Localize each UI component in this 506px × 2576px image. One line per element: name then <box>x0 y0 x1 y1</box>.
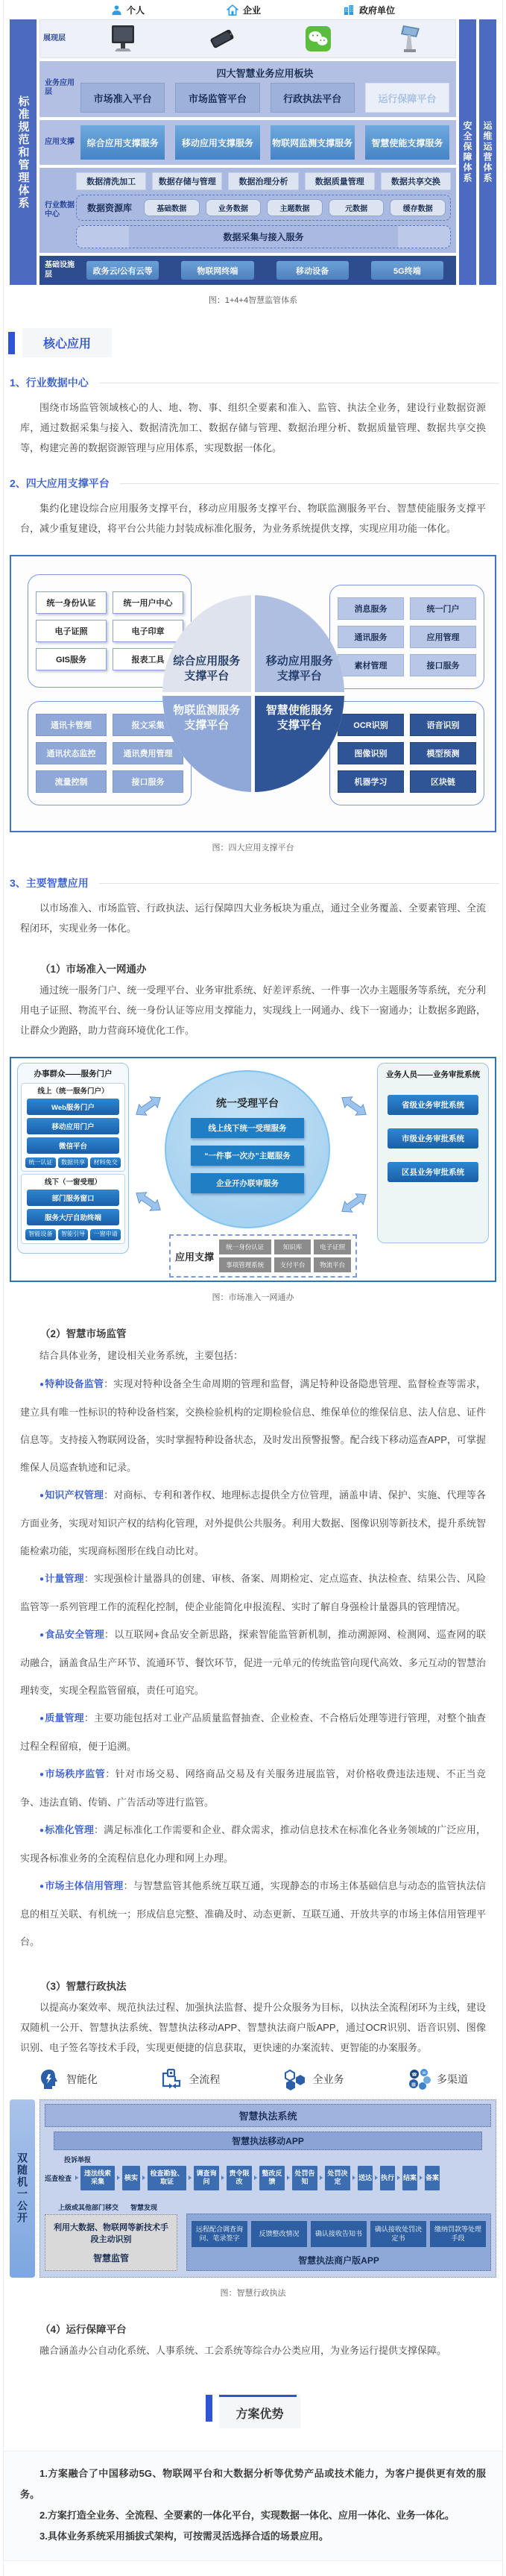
device-icons <box>75 20 455 57</box>
section-1-heading-row <box>10 375 499 390</box>
service-item: 统一身份认证 <box>36 591 107 614</box>
heading-rule <box>99 883 499 884</box>
wechat-icon <box>305 25 332 52</box>
bullet-dot: ● <box>39 1826 45 1835</box>
app-support-label: 应用支撑 <box>175 1251 215 1263</box>
infra-gov-cloud: 政务云/公有云等 <box>86 261 159 280</box>
double-arrow-icon <box>130 1185 167 1219</box>
sub4-heading: （4）运行保障平台 <box>40 2323 127 2335</box>
bullet-term: 食品安全管理 <box>45 1629 104 1640</box>
feature-label: 全业务 <box>312 2073 344 2085</box>
web-portal: Web服务门户 <box>27 1099 119 1115</box>
provincial-approval: 省级业务审批系统 <box>388 1095 478 1115</box>
user-enterprise-label: 企业 <box>242 5 261 16</box>
chip-basic-data: 基础数据 <box>144 199 200 216</box>
support-unified-auth: 统一身份认证 <box>219 1240 271 1254</box>
service-item: 语音识别 <box>410 714 476 736</box>
flow-step: 备案 <box>425 2166 440 2190</box>
offline-portal-section <box>21 1174 125 1243</box>
app-support-dashed-box <box>169 1234 357 1278</box>
infra-mobile-device: 移动设备 <box>276 261 349 280</box>
quadrant-mobile: 移动应用服务支撑平台 <box>255 595 344 692</box>
enforcement-figure <box>10 2099 496 2278</box>
feature-full-process <box>160 2068 220 2090</box>
service-item: 报表工具 <box>113 648 183 670</box>
svg-text:☎: ☎ <box>411 2073 417 2078</box>
approval-systems-title: 业务人员——业务审批系统 <box>386 1070 480 1079</box>
data-sharing: 数据共享交换 <box>381 172 451 190</box>
merchant-receive-decision: 确认接收处罚决定书 <box>370 2221 426 2246</box>
city-approval: 市级业务审批系统 <box>388 1128 478 1149</box>
merchant-app-block <box>186 2214 491 2270</box>
sub3-body: 以提高办案效率、规范执法过程、加强执法监督、提升公众服务为目标，以执法全流程闭环为主线，建设双随机一公开、智慧执法系统、智慧执法移动APP、智慧执法商户版APP，通过OCR识别、语音识别、图像识别、电子签名等技术手段，实现更便捷的信息获取，更快速的办案流转、更智能的办案服务。 <box>20 2002 486 2053</box>
offline-capabilities <box>25 1229 121 1240</box>
user-government <box>343 4 395 16</box>
data-governance: 数据治理分析 <box>228 172 298 190</box>
service-item: 消息服务 <box>338 597 404 620</box>
flow-arrow-icon <box>254 2176 257 2180</box>
chip-meta-data: 元数据 <box>329 199 385 216</box>
bullet-term: 市场主体信用管理 <box>45 1880 124 1891</box>
service-item: 统一用户中心 <box>113 591 183 614</box>
quadrant-iot: 物联监测服务支撑平台 <box>162 696 252 793</box>
bullet-market-order <box>20 1760 486 1816</box>
chip-unified-auth: 统一认证 <box>25 1157 56 1168</box>
enforcement-bottom <box>45 2202 491 2271</box>
flow-arrow-icon <box>352 2176 355 2180</box>
standards-sidebar: 标准规范和管理体系 <box>10 19 37 285</box>
header-accent-line <box>219 2395 297 2397</box>
person-icon <box>111 4 122 16</box>
section-3-heading: 3、主要智慧应用 <box>10 877 89 889</box>
smart-regulation-box <box>45 2214 177 2271</box>
infrastructure-items <box>76 261 454 280</box>
platform-law-enforcement: 行政执法平台 <box>271 83 355 113</box>
operations-sidebar: 运维运营体系 <box>479 19 496 285</box>
service-item: GIS服务 <box>36 648 107 670</box>
bullet-text: ：与智慧监管其他系统互联互通，实现静态的市场主体基础信息与动态的监管执法信息的相互关联、有机统一；形成信息完整、准确及时、动态更新、互联互通、开放共享的市场主体信用管理平台。 <box>20 1880 486 1947</box>
bullet-term: 市场秩序监管 <box>45 1768 106 1779</box>
user-enterprise <box>227 4 261 16</box>
infra-5g-terminal: 5G终端 <box>371 261 443 280</box>
source-inspection: 巡查检查 <box>45 2174 72 2182</box>
flow-arrow-icon <box>397 2176 400 2180</box>
service-item: 素材管理 <box>338 654 404 676</box>
sub1-heading: （1）市场准入一网通办 <box>40 964 147 975</box>
chip-no-materials: 材料免交 <box>90 1157 121 1168</box>
infrastructure-label: 基础设施层 <box>45 261 75 279</box>
advantage-item-3: 3.具体业务系统采用插拔式架构，可按需灵活选择合适的场景应用。 <box>39 2530 329 2542</box>
support-payment: 支付平台 <box>274 1257 311 1272</box>
enforcement-system-title: 智慧执法系统 <box>45 2104 491 2127</box>
bullet-text: ：主要功能包括对工业产品质量监督抽查、企业检查、不合格后处理等进行管理，对整个抽查过程全程留痕，便于追溯。 <box>20 1712 486 1752</box>
feature-multi-channel <box>407 2068 468 2090</box>
merchant-pay-fine: 缴纳罚款等处理手段 <box>430 2221 486 2246</box>
data-center-label: 行业数据中心 <box>45 201 75 219</box>
chip-topic-data: 主题数据 <box>267 199 323 216</box>
district-approval: 区县业务审批系统 <box>388 1162 478 1182</box>
infra-iot-terminal: 物联网终端 <box>181 261 253 280</box>
flow-arrow-icon <box>221 2176 224 2180</box>
merchant-feedback: 反馈整改情况 <box>251 2221 307 2246</box>
feature-label: 智能化 <box>66 2073 98 2085</box>
support-logistics: 物流平台 <box>314 1257 351 1272</box>
bullet-dot: ● <box>39 1575 45 1583</box>
four-platforms-circle <box>162 595 344 792</box>
flow-step: 结案 <box>402 2166 417 2190</box>
svg-text:▦: ▦ <box>411 2082 416 2087</box>
service-item: 通讯卡管理 <box>36 714 107 736</box>
monitor-icon <box>107 24 139 54</box>
online-offline-service: 线上线下统一受理服务 <box>191 1118 304 1138</box>
service-item: 流量控制 <box>36 770 107 793</box>
section-1-body: 围绕市场监管领域核心的人、地、物、事、组织全要素和准入、监管、执法全业务，建设行业数据资源库，通过数据采集与接入、数据清洗加工、数据存储与管理、数据治理分析、数据质量管理、数据共享交换等，构建完善的数据资源管理与应用体系，实现数据一体化。 <box>20 402 486 453</box>
wechat-portal: 微信平台 <box>27 1137 119 1154</box>
quadrant-smart: 智慧使能服务支撑平台 <box>255 696 344 793</box>
user-personal-label: 个人 <box>126 5 145 16</box>
smartphone-icon <box>204 24 240 54</box>
support-services <box>76 125 454 160</box>
citizen-portal-title: 办事群众——服务门户 <box>34 1069 113 1078</box>
support-service-iot: 物联网监测支撑服务 <box>271 125 355 160</box>
smart-regulation-text: 利用大数据、物联网等新技术手段主动识别 <box>54 2222 168 2244</box>
smart-head-icon <box>38 2068 60 2090</box>
source-complaint: 投诉举报 <box>64 2156 92 2164</box>
support-knowledge-base: 知识库 <box>274 1240 311 1254</box>
business-platforms <box>76 83 454 113</box>
section-2-heading-row <box>10 476 499 491</box>
flow-step: 责令限改 <box>227 2166 252 2190</box>
quadrant-integrated: 综合应用服务支撑平台 <box>162 595 252 692</box>
data-collection-service: 数据采集与接入服务 <box>76 225 451 248</box>
bullet-dot: ● <box>39 1771 45 1779</box>
bullet-text: ：实现强检计量器具的创建、审核、备案、周期检定、定点巡查、执法检查、结果公告、风险监管等一系列管理工作的流程化控制，使企业能简化申报流程、实时了解自身强检计量器具的管理情况。 <box>20 1573 486 1612</box>
flow-step: 违法线索采集 <box>80 2166 115 2190</box>
bullet-dot: ● <box>39 1715 45 1723</box>
service-item: 通讯费用管理 <box>113 742 183 764</box>
enforcement-mobile-app: 智慧执法移动APP <box>54 2132 482 2150</box>
four-platforms-figure <box>10 555 496 832</box>
support-service-integrated: 综合应用支撑服务 <box>80 125 165 160</box>
sub1-body: 通过统一服务门户、统一受理平台、业务审批系统、好差评系统、一件事一次办主题服务等系统，充分利用电子证照、物流平台、统一身份认证等应用支撑能力，实现线上一网通办、线下一窗通办；让数据多跑路，让群众少跑路，助力营商环境优化工作。 <box>20 984 486 1036</box>
panel-ai-services <box>329 701 484 805</box>
smart-regulation-label: 智慧监管 <box>92 2252 129 2264</box>
flow-arrow-icon <box>320 2176 323 2180</box>
sub2-heading: （2）智慧市场监管 <box>40 1328 127 1339</box>
service-item: 图像识别 <box>338 742 404 764</box>
chip-business-data: 业务数据 <box>206 199 262 216</box>
architecture-main <box>39 19 456 285</box>
joint-review-service: 企业开办联审服务 <box>191 1173 304 1193</box>
service-item: 接口服务 <box>410 654 476 676</box>
unified-acceptance-circle <box>165 1070 330 1228</box>
online-capabilities <box>25 1157 121 1168</box>
case-sources <box>64 2155 491 2164</box>
figure-caption-market-access: 图：市场准入一网通办 <box>212 1293 294 1302</box>
platform-operation-support: 运行保障平台 <box>365 83 449 113</box>
architecture-diagram <box>10 19 496 285</box>
support-e-license: 电子证照 <box>314 1240 351 1254</box>
source-transfer: 上级或其他部门移交 <box>58 2203 119 2211</box>
process-flow-icon <box>160 2068 183 2090</box>
merchant-receive-notice: 确认接收告知书 <box>311 2221 367 2246</box>
business-layer-inner <box>76 63 454 113</box>
service-item: 电子印章 <box>113 620 183 642</box>
data-center-layer <box>39 168 456 253</box>
advantages-box <box>4 2451 502 2561</box>
app-support-layer <box>39 120 456 165</box>
bullet-metrology <box>20 1565 486 1621</box>
dept-service-window: 部门服务窗口 <box>27 1190 119 1206</box>
offline-portal-title: 线下（一窗受理） <box>44 1178 101 1187</box>
one-thing-service: “一件事一次办”主题服务 <box>191 1146 304 1166</box>
feature-label: 多渠道 <box>436 2073 468 2085</box>
business-layer-title: 四大智慧业务应用板块 <box>216 68 314 79</box>
chip-cache-data: 缓存数据 <box>390 199 446 216</box>
enforcement-flow <box>45 2166 491 2190</box>
hexagons-icon <box>283 2068 307 2090</box>
flow-arrow-icon <box>420 2176 423 2180</box>
support-item-mgmt: 事项管理系统 <box>219 1257 271 1272</box>
bullet-credit-management <box>20 1872 486 1955</box>
section-1-heading: 1、行业数据中心 <box>10 377 89 389</box>
service-item: 模型预测 <box>410 742 476 764</box>
security-sidebar: 安全保障体系 <box>459 19 476 285</box>
platform-market-regulation: 市场监管平台 <box>175 83 259 113</box>
kiosk-icon <box>397 24 423 54</box>
bullet-dot: ● <box>39 1882 45 1891</box>
service-item: 应用管理 <box>410 626 476 648</box>
bullet-text: ：对商标、专利和著作权、地理标志提供全方位管理，涵盖申请、保护、实施、代理等各方面业务，实现对知识产权的结构化管理，对外提供公共服务。利用大数据、图像识别等新技术，提升系统智能检索功能，实现商标图形在线自动比对。 <box>20 1489 486 1556</box>
bullet-term: 标准化管理 <box>45 1824 94 1835</box>
chip-one-window: 一窗申请 <box>90 1229 121 1240</box>
channels-icon <box>407 2068 431 2090</box>
feature-intelligent <box>38 2068 98 2090</box>
flow-step: 处罚决定 <box>325 2166 350 2190</box>
service-item: 报文采集 <box>113 714 183 736</box>
flow-arrow-icon <box>375 2176 378 2180</box>
bullet-term: 知识产权管理 <box>45 1489 104 1501</box>
bullet-text: ：以互联网+食品安全新思路，探索智能监管新机制，推动溯源网、检测网、巡查网的联动融合，涵盖食品生产环节、流通环节、餐饮环节，促进一元单元的传统监管向现代高效、多元互动的智慧治理转变，实现全程监管留痕，责任可追究。 <box>20 1629 487 1696</box>
feature-full-business <box>283 2068 344 2090</box>
flow-arrow-icon <box>189 2176 192 2180</box>
page <box>3 0 503 2576</box>
flow-arrow-icon <box>117 2176 120 2180</box>
platform-market-access: 市场准入平台 <box>80 83 165 113</box>
service-item: 通讯服务 <box>338 626 404 648</box>
bullet-ip-management <box>20 1481 486 1565</box>
user-government-label: 政府单位 <box>359 5 396 16</box>
flow-step: 执行 <box>380 2166 395 2190</box>
service-item: OCR识别 <box>338 714 404 736</box>
flow-step: 检查勘验、取证 <box>148 2166 186 2190</box>
chip-smart-device: 智能设备 <box>25 1229 56 1240</box>
bullet-dot: ● <box>39 1380 45 1389</box>
section-2-heading: 2、四大应用支撑平台 <box>10 477 110 489</box>
feature-label: 全流程 <box>189 2073 221 2085</box>
online-portal-title: 线上（统一服务门户） <box>37 1087 109 1096</box>
unified-acceptance-title: 统一受理平台 <box>216 1097 279 1109</box>
core-applications-header <box>8 328 502 357</box>
user-personal <box>111 4 145 16</box>
flow-arrow-icon <box>287 2176 290 2180</box>
double-arrow-icon <box>335 1187 373 1220</box>
data-services-row <box>76 172 451 190</box>
merchant-app-items <box>192 2221 486 2246</box>
bullet-term: 特种设备监管 <box>45 1378 104 1389</box>
merchant-app-title: 智慧执法商户版APP <box>298 2255 379 2266</box>
panel-mobile-services <box>329 585 484 689</box>
flow-arrow-icon <box>75 2176 78 2180</box>
self-service-terminal: 服务大厅自助终端 <box>27 1209 119 1225</box>
data-cleaning: 数据清洗加工 <box>76 172 146 190</box>
svg-text:✉: ✉ <box>422 2071 426 2076</box>
chip-data-sharing: 数据共享 <box>58 1157 89 1168</box>
bullet-food-safety <box>20 1621 486 1704</box>
sub3-heading: （3）智慧行政执法 <box>40 1981 127 1992</box>
service-item: 通讯状态监控 <box>36 742 107 764</box>
data-center-inner <box>76 172 454 248</box>
data-storage: 数据存储与管理 <box>152 172 222 190</box>
citizen-portal-panel <box>17 1063 129 1254</box>
bullet-dot: ● <box>39 1492 45 1500</box>
enforcement-main <box>39 2099 496 2278</box>
figure-caption-enforcement: 图：智慧行政执法 <box>220 2288 286 2298</box>
bullet-text: ：满足标准化工作需要和企业、群众需求，推动信息技术在标准化各业务领域的广泛应用，实现各标准业务的全流程信息化办理和网上办理。 <box>20 1824 486 1864</box>
business-app-layer <box>39 61 456 117</box>
app-support-label: 应用支撑 <box>45 137 75 146</box>
enforcement-features-row <box>38 2068 468 2090</box>
header-accent-bar <box>8 332 15 354</box>
merchant-remote-inquiry: 远程配合调查询问、笔录签字 <box>192 2221 247 2246</box>
service-item: 机器学习 <box>338 770 404 793</box>
service-item: 电子证照 <box>36 620 107 642</box>
service-item: 接口服务 <box>113 770 183 793</box>
service-item: 区块链 <box>410 770 476 793</box>
smart-discovery-block <box>45 2202 177 2271</box>
support-service-smart: 智慧使能支撑服务 <box>365 125 449 160</box>
presentation-layer <box>39 19 456 58</box>
house-icon <box>227 4 238 16</box>
bullet-dot: ● <box>39 1631 45 1639</box>
heading-rule <box>120 483 499 484</box>
section-2-body: 集约化建设综合应用服务支撑平台，移动应用服务支撑平台、物联监测服务平台、智慧使能服务支撑平台，减少重复建设，将平台公共能力封装成标准化服务，为业务系统提供支撑，实现应用功能一体化。 <box>20 503 486 534</box>
advantages-title: 方案优势 <box>219 2395 300 2428</box>
double-arrow-icon <box>335 1090 373 1123</box>
market-access-figure <box>10 1057 496 1282</box>
support-service-mobile: 移动应用支撑服务 <box>175 125 259 160</box>
flow-step: 整改反馈 <box>259 2166 285 2190</box>
sub4-body: 融合涵盖办公自动化系统、人事系统、工会系统等综合办公类应用，为业务运行提供支撑保障。 <box>39 2344 447 2356</box>
advantage-item-2: 2.方案打造全业务、全流程、全要素的一体化平台，实现数据一体化、应用一体化、业务一体化。 <box>39 2509 455 2521</box>
bullet-special-equipment <box>20 1370 486 1481</box>
business-layer-label: 业务应用层 <box>45 78 75 96</box>
data-repository-label: 数据资源库 <box>87 203 133 213</box>
source-smart-discovery: 智慧发现 <box>130 2203 158 2211</box>
double-random-sidebar: 双随机一公开 <box>10 2099 35 2278</box>
bullet-standardization <box>20 1816 486 1872</box>
data-quality: 数据质量管理 <box>305 172 375 190</box>
other-sources <box>58 2202 177 2212</box>
double-arrow-icon <box>130 1090 167 1123</box>
bullet-quality <box>20 1704 486 1760</box>
approval-systems-panel <box>377 1063 489 1243</box>
online-portal-section <box>21 1083 125 1172</box>
sub2-intro: 结合具体业务，建设相关业务系统，主要包括： <box>39 1350 244 1361</box>
flow-step: 调查询问 <box>194 2166 219 2190</box>
bullet-term: 计量管理 <box>45 1573 84 1584</box>
service-item: 统一门户 <box>410 597 476 620</box>
buildings-icon <box>343 4 355 16</box>
bullet-term: 质量管理 <box>45 1712 84 1724</box>
advantage-item-1: 1.方案融合了中国移动5G、物联网平台和大数据分析等优势产品或技术能力，为客户提供更有效的服务。 <box>20 2467 486 2500</box>
section-3-heading-row <box>10 876 499 890</box>
bullet-text: ：针对市场交易、网络商品交易及有关服务进展监管，对价格收费违法违规、不正当竞争、违法直销、传销、广告活动等进行监管。 <box>20 1768 486 1808</box>
flow-step: 处罚告知 <box>292 2166 317 2190</box>
chip-smart-guide: 智能引导 <box>58 1229 89 1240</box>
infrastructure-layer <box>39 256 456 285</box>
mobile-portal: 移动应用门户 <box>27 1118 119 1134</box>
section-3-body: 以市场准入、市场监管、行政执法、运行保障四大业务板块为重点，通过全业务覆盖、全要素管理、全流程闭环，实现业务一体化。 <box>20 902 486 934</box>
flow-arrow-icon <box>142 2176 145 2180</box>
advantages-header <box>206 2395 300 2428</box>
app-support-items <box>219 1240 351 1272</box>
header-accent-bar <box>206 2395 212 2422</box>
flow-step: 送达 <box>358 2166 373 2190</box>
user-types-row <box>4 0 502 19</box>
data-repository-row <box>76 195 451 221</box>
figure-caption-four-platforms: 图：四大应用支撑平台 <box>212 844 294 852</box>
flow-step: 核实 <box>122 2166 140 2190</box>
presentation-layer-label: 展现层 <box>43 34 66 43</box>
figure-caption-architecture: 图：1+4+4智慧监管体系 <box>208 296 298 305</box>
bullet-text: ：实现对特种设备全生命周期的管理和监督，满足特种设备隐患管理、监督检查等需求，建立具有唯一性标识的特种设备档案，交换检验机构的定期检验信息、维保单位的维保信息、法人信息、证件信息等。支持接入物联网设备，实时掌握特种设备状态，及时发出预警报警。配合线下移动巡查APP，可掌握维保人员巡查轨迹和记录。 <box>20 1378 486 1473</box>
core-applications-title: 核心应用 <box>22 328 112 357</box>
